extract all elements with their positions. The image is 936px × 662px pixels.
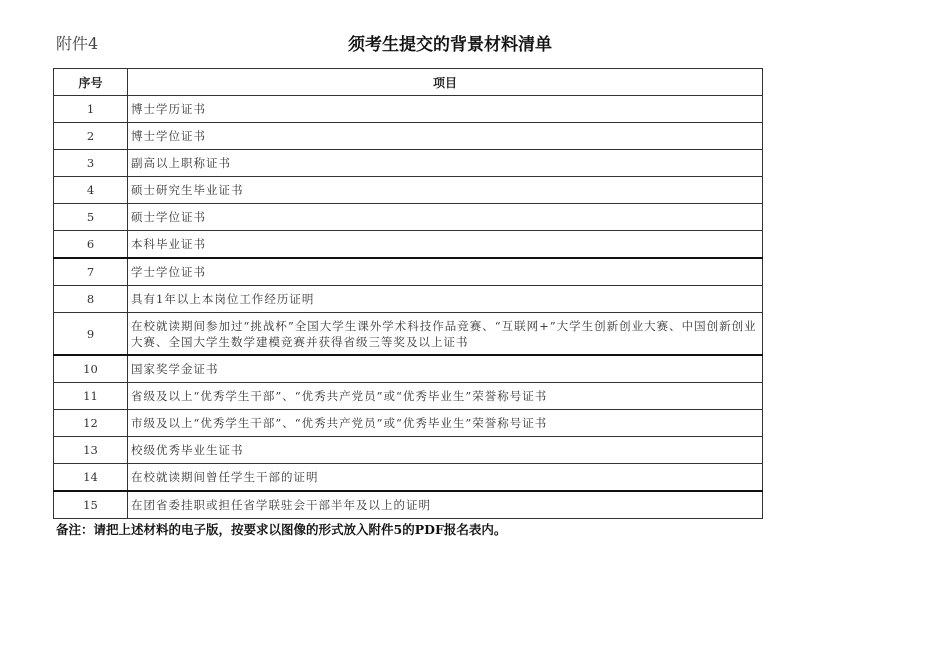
row-item: 市级及以上“优秀学生干部”、“优秀共产党员”或“优秀毕业生”荣誉称号证书 [128,410,763,437]
row-number: 8 [54,286,128,313]
table-row [54,177,763,204]
row-item: 省级及以上“优秀学生干部”、“优秀共产党员”或“优秀毕业生”荣誉称号证书 [128,383,763,410]
table-row [54,150,763,177]
row-item: 博士学历证书 [128,96,763,123]
row-number: 10 [54,355,128,383]
table-row [54,491,763,519]
table-row [54,96,763,123]
table-row [54,286,763,313]
row-item: 副高以上职称证书 [128,150,763,177]
row-number: 4 [54,177,128,204]
row-item: 在校就读期间曾任学生干部的证明 [128,464,763,492]
table-row [54,258,763,286]
row-item: 在校就读期间参加过“挑战杯”全国大学生课外学术科技作品竞赛、“互联网+”大学生创新创业大赛、中国创新创业大赛、全国大学生数学建模竞赛并获得省级三等奖及以上证书 [128,313,763,356]
row-number: 13 [54,437,128,464]
row-number: 14 [54,464,128,492]
table-row [54,410,763,437]
table-row [54,355,763,383]
row-number: 1 [54,96,128,123]
note: 备注：请把上述材料的电子版，按要求以图像的形式放入附件5的PDF报名表内。 [56,522,507,537]
row-item: 硕士研究生毕业证书 [128,177,763,204]
row-number: 15 [54,491,128,519]
table-row [54,231,763,259]
row-number: 12 [54,410,128,437]
row-item: 国家奖学金证书 [128,355,763,383]
row-item: 校级优秀毕业生证书 [128,437,763,464]
row-number: 2 [54,123,128,150]
row-item: 在团省委挂职或担任省学联驻会干部半年及以上的证明 [128,491,763,519]
row-number: 5 [54,204,128,231]
row-item: 博士学位证书 [128,123,763,150]
row-number: 3 [54,150,128,177]
row-number: 9 [54,313,128,356]
row-number: 11 [54,383,128,410]
row-number: 6 [54,231,128,259]
page-title: 须考生提交的背景材料清单 [348,35,552,55]
table-row [54,383,763,410]
row-number: 7 [54,258,128,286]
table-header [54,69,763,96]
table-row [54,204,763,231]
attachment-label: 附件4 [56,34,99,53]
materials-table [53,68,763,519]
row-item: 硕士学位证书 [128,204,763,231]
row-item: 学士学位证书 [128,258,763,286]
table-row [54,464,763,492]
row-item: 本科毕业证书 [128,231,763,259]
header-no: 序号 [54,69,128,96]
table-row [54,313,763,356]
table-row [54,437,763,464]
header-item: 项目 [128,69,763,96]
row-item: 具有1年以上本岗位工作经历证明 [128,286,763,313]
table-row [54,123,763,150]
